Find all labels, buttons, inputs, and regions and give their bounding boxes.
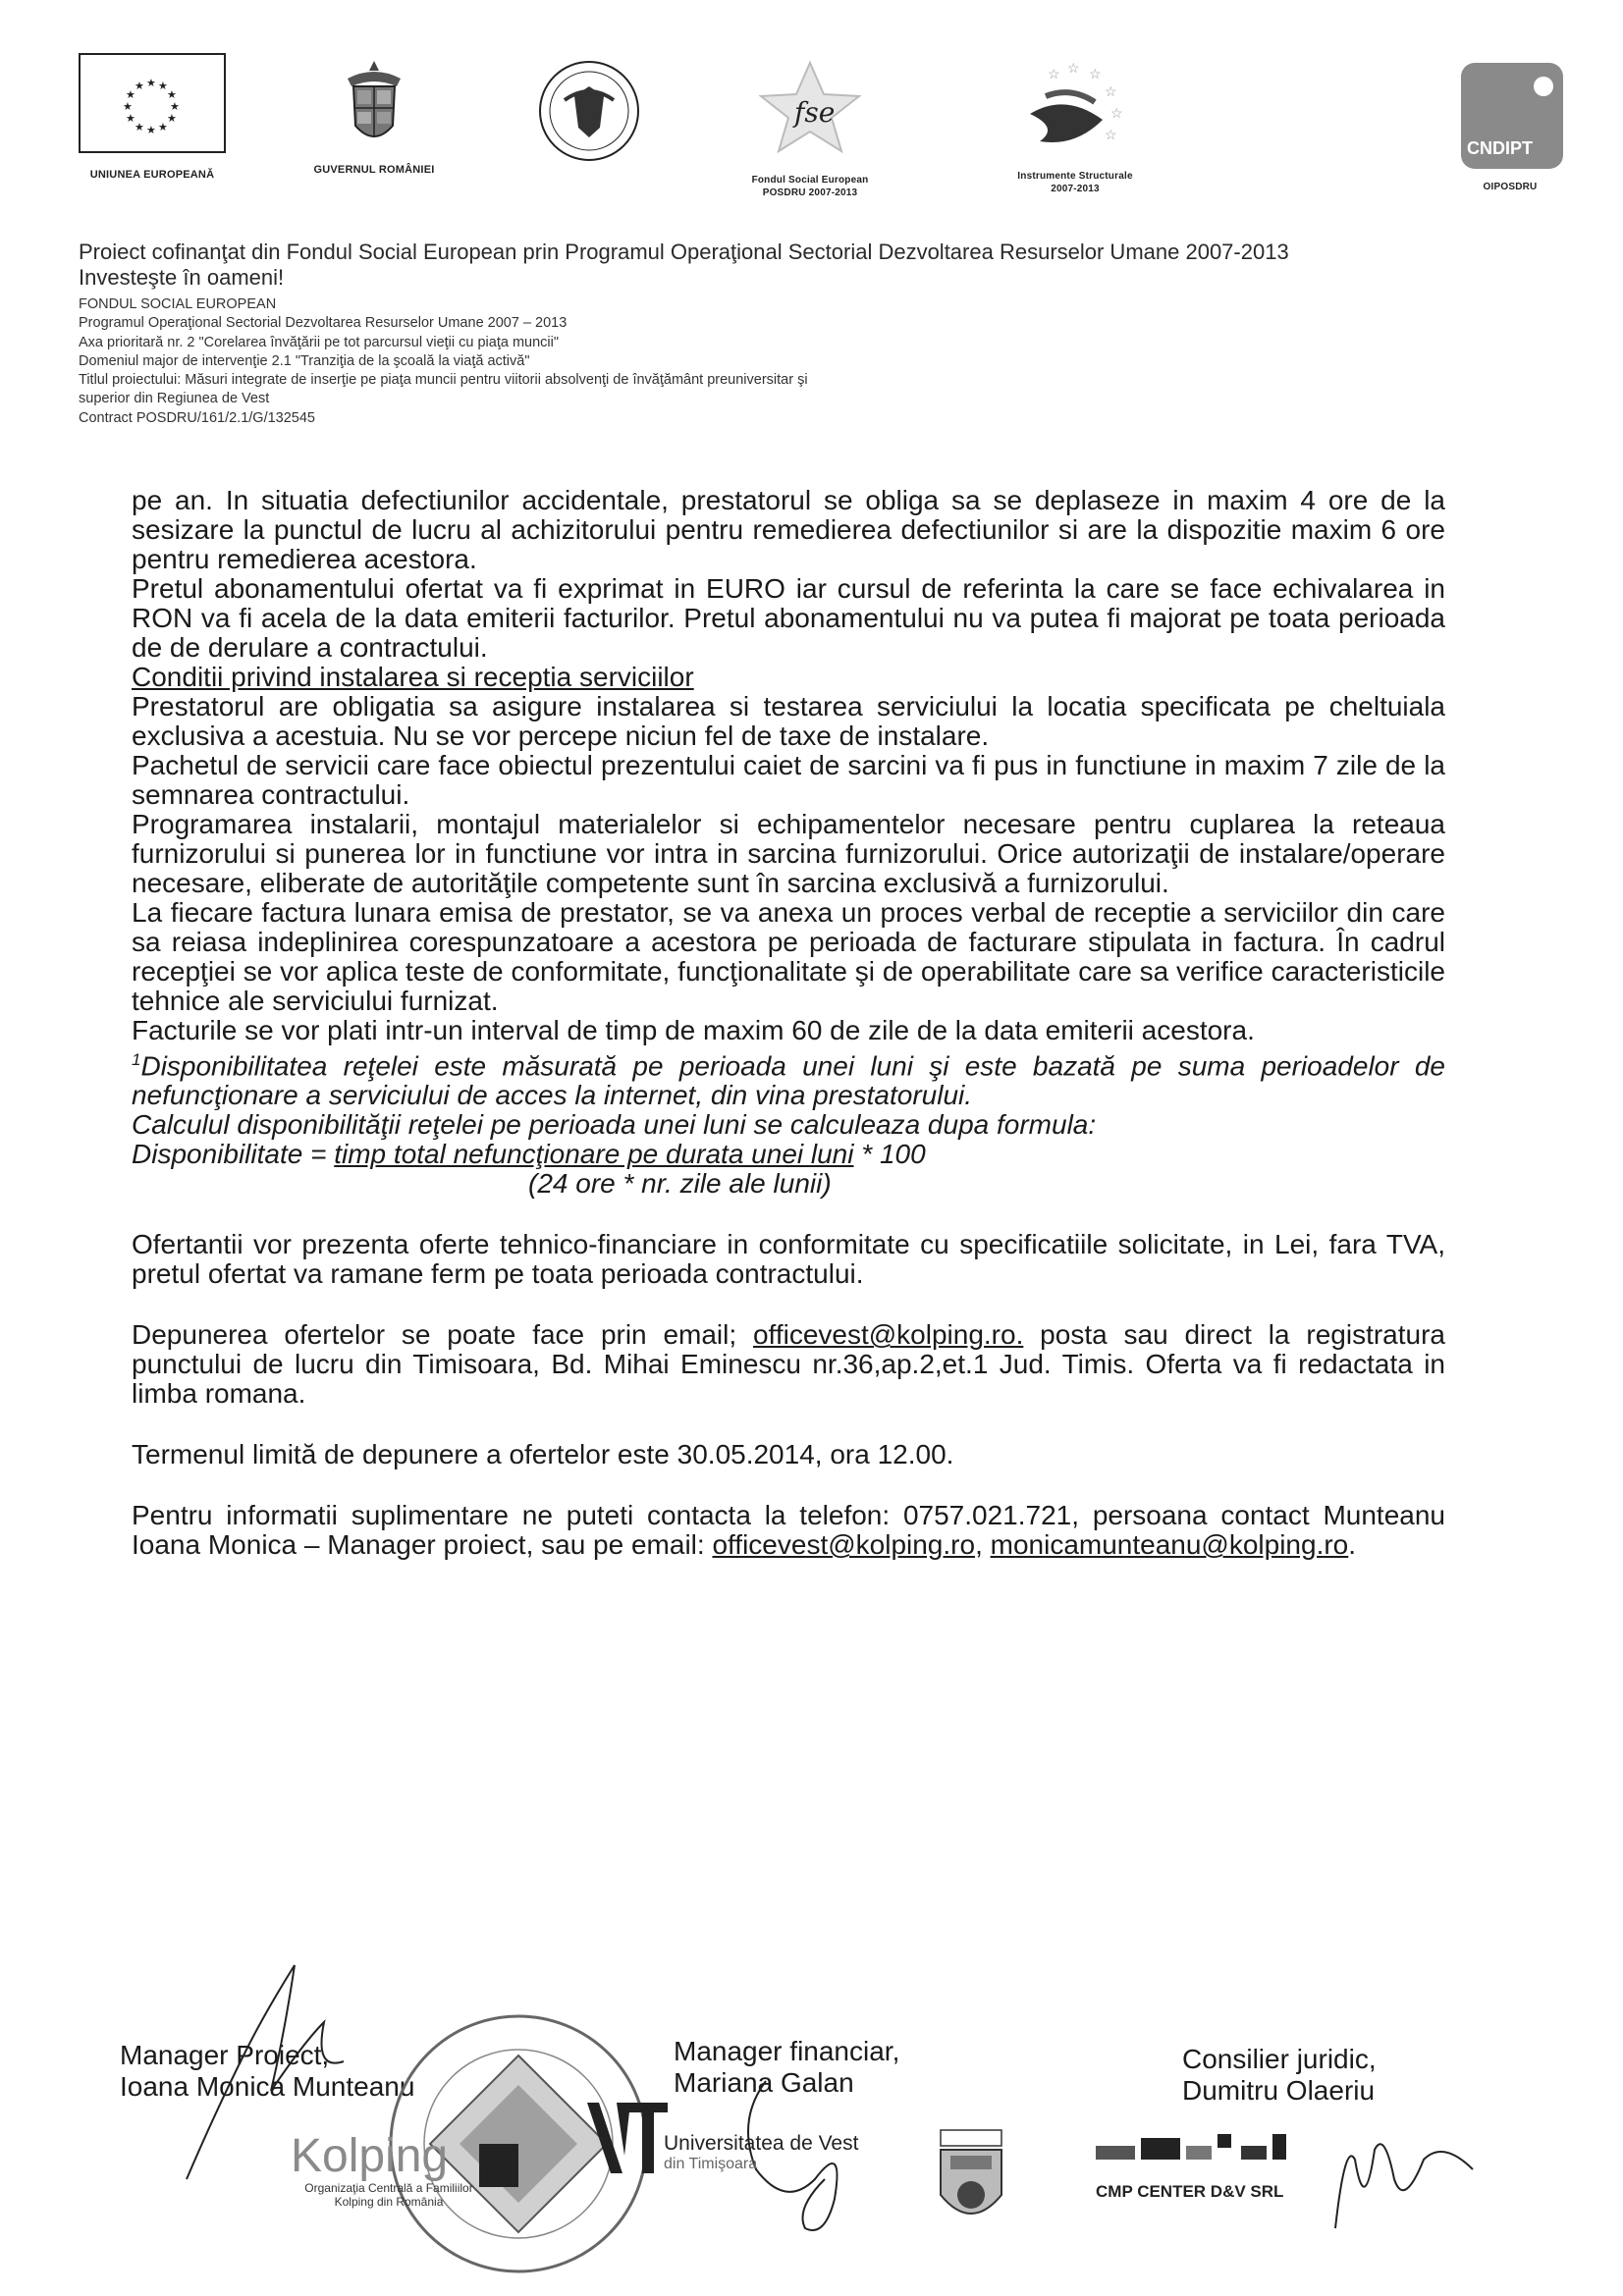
svg-text:☆: ☆ xyxy=(1110,105,1123,121)
cndipt-badge-text: CNDIPT xyxy=(1467,138,1533,158)
svg-text:★: ★ xyxy=(135,80,144,92)
svg-text:★: ★ xyxy=(123,100,133,113)
email-link[interactable]: officevest@kolping.ro xyxy=(712,1529,976,1561)
meta-line: Titlul proiectului: Măsuri integrate de inserţie pe piaţa muncii pentru viitorii absolvenţi de învăţământ preuniversitar şi xyxy=(79,372,808,389)
seal-icon xyxy=(535,57,643,165)
gov-caption: GUVERNUL ROMÂNIEI xyxy=(313,164,435,176)
svg-text:☆: ☆ xyxy=(1067,60,1080,76)
meta-line: Domeniul major de intervenţie 2.1 "Tranziţia de la şcoală la viaţă activă" xyxy=(79,352,530,369)
uvt-line-2: din Timişoara xyxy=(664,2156,758,2172)
text-run: . xyxy=(1348,1529,1357,1561)
meta-line: Contract POSDRU/161/2.1/G/132545 xyxy=(79,409,315,426)
text-run: Pentru informatii suplimentare ne puteti contacta la telefon: 0757.021.721, persoana contact Munteanu Ioana Monica – Manager proiect, sau pe email: xyxy=(132,1500,1445,1561)
formula-label: Disponibilitate = xyxy=(132,1139,335,1170)
footnote-mark: 1 xyxy=(132,1050,141,1069)
document-body xyxy=(132,486,1445,1560)
paragraph xyxy=(132,1320,1445,1409)
svg-text:★: ★ xyxy=(135,121,144,133)
gov-logo xyxy=(310,57,438,177)
paragraph: Calculul disponibilităţii reţelei pe perioada unei luni se calculeaza dupa formula: xyxy=(132,1109,1097,1141)
coat-of-arms-icon xyxy=(937,2126,1005,2234)
footnote-text: Disponibilitatea reţelei este măsurată pe perioada unei luni şi este bazată pe suma perioadelor de nefuncţionare a serviciului de acces la internet, din vina prestatorului. xyxy=(132,1050,1445,1111)
project-line-2: Investeşte în oameni! xyxy=(79,265,285,290)
svg-text:★: ★ xyxy=(146,77,156,89)
structural-instruments-icon xyxy=(1016,57,1134,165)
cmp-name: CMP CENTER D&V SRL xyxy=(1096,2182,1284,2201)
meta-line: superior din Regiunea de Vest xyxy=(79,391,270,407)
paragraph xyxy=(132,1501,1445,1560)
formula-multiplier: * 100 xyxy=(853,1139,926,1170)
email-link[interactable]: officevest@kolping.ro. xyxy=(752,1319,1024,1351)
eu-logo xyxy=(79,53,226,182)
formula-numerator: timp total nefuncţionare pe durata unei luni xyxy=(334,1139,854,1170)
paragraph: La fiecare factura lunara emisa de prestator, se va anexa un proces verbal de receptie a serviciilor din care sa reiasa indeplinirea corespunzatoare a acestora pe perioada de facturare stipulata in factura. În cadrul recepţiei se vor aplica teste de conformitate, funcţionalitate şi de operabilitate care sa verifice caracteristicile tehnice ale serviciului furnizat. xyxy=(132,897,1445,1016)
meta-line: FONDUL SOCIAL EUROPEAN xyxy=(79,296,277,312)
paragraph: pe an. In situatia defectiunilor accidentale, prestatorul se obliga sa se deplaseze in maxim 4 ore de la sesizare la punctul de lucru al achizitorului pentru remedierea defectiunilor si are la dispozitie maxim 6 ore pentru remedierea acestora. xyxy=(132,485,1445,574)
fse-logo xyxy=(717,57,903,199)
formula-denominator: (24 ore * nr. zile ale lunii) xyxy=(528,1168,832,1200)
project-meta xyxy=(79,295,808,428)
city-coat-of-arms xyxy=(937,2126,1005,2239)
svg-text:★: ★ xyxy=(158,80,168,92)
cndipt-badge xyxy=(1461,63,1563,169)
svg-text:★: ★ xyxy=(167,112,177,125)
is-caption-1: Instrumente Structurale xyxy=(1017,171,1133,182)
email-link[interactable]: monicamunteanu@kolping.ro xyxy=(990,1529,1349,1561)
signature-title: Manager financiar, xyxy=(674,2036,900,2066)
text-run: Depunerea ofertelor se poate face prin email; xyxy=(132,1319,753,1351)
uvt-mark-icon xyxy=(581,2097,672,2179)
signature-title: Manager Proiect, xyxy=(120,2040,330,2070)
cmp-center-logo xyxy=(1096,2130,1331,2202)
kolping-sub-2: Kolping din România xyxy=(334,2195,444,2209)
fse-mark: fse xyxy=(794,96,836,129)
paragraph: Termenul limită de depunere a ofertelor este 30.05.2014, ora 12.00. xyxy=(132,1439,954,1470)
svg-text:★: ★ xyxy=(170,100,180,113)
cndipt-dot-icon xyxy=(1534,77,1553,96)
kolping-sub-1: Organizaţia Centrală a Familiilor xyxy=(304,2181,473,2195)
svg-text:☆: ☆ xyxy=(1105,83,1117,99)
signature-name: Dumitru Olaeriu xyxy=(1182,2075,1376,2106)
instrumente-structurale-logo xyxy=(987,57,1163,195)
text-run: posta sau direct la registratura punctului de lucru din Timisoara, Bd. Mihai Eminescu nr.36,ap.2,et.1 Jud. Timis. Oferta va fi redactata in limba romana. xyxy=(132,1319,1445,1410)
cmp-blocks-icon xyxy=(1096,2130,1312,2169)
paragraph: Programarea instalarii, montajul materialelor si echipamentelor necesare pentru cuplarea la reteaua furnizorului si punerea lor in functiune vor intra in sarcina furnizorului. Orice autorizaţii de instalare/operare necesare, eliberate de autorităţile competente sunt în sarcina exclusivă a furnizorului. xyxy=(132,809,1445,898)
svg-text:☆: ☆ xyxy=(1105,127,1117,142)
section-heading: Conditii privind instalarea si receptia serviciilor xyxy=(132,662,694,692)
national-seal-logo xyxy=(535,57,643,170)
handwritten-signature-3-icon xyxy=(1325,2120,1483,2238)
svg-text:★: ★ xyxy=(158,121,168,133)
svg-text:☆: ☆ xyxy=(1048,66,1060,81)
svg-text:★: ★ xyxy=(146,124,156,136)
svg-text:★: ★ xyxy=(126,88,135,101)
svg-text:☆: ☆ xyxy=(1089,66,1102,81)
paragraph: Prestatorul are obligatia sa asigure instalarea si testarea serviciului la locatia specificata pe cheltuiala exclusiva a acestuia. Nu se vor percepe niciun fel de taxe de instalare. xyxy=(132,691,1445,751)
fse-star-icon xyxy=(751,57,869,155)
eu-caption: UNIUNEA EUROPEANĂ xyxy=(89,169,215,181)
footnote-paragraph xyxy=(132,1045,1445,1110)
paragraph: Facturile se vor plati intr-un interval de timp de maxim 60 de zile de la data emiterii acestora. xyxy=(132,1015,1255,1045)
signature-name: Mariana Galan xyxy=(674,2067,854,2098)
svg-text:★: ★ xyxy=(167,88,177,101)
paragraph: Pretul abonamentului ofertat va fi exprimat in EURO iar cursul de referinta la care se face echivalarea in RON va fi acela de la data emiterii facturilor. Pretul abonamentului nu va putea fi majorat pe toata perioada de de derulare a contractului. xyxy=(132,573,1445,663)
meta-line: Programul Operaţional Sectorial Dezvoltarea Resurselor Umane 2007 – 2013 xyxy=(79,315,568,332)
cndipt-logo xyxy=(1451,63,1569,193)
availability-formula xyxy=(132,1140,1445,1169)
paragraph: Pachetul de servicii care face obiectul prezentului caiet de sarcini va fi pus in functiune in maxim 7 zile de la semnarea contractului. xyxy=(132,750,1445,810)
meta-line: Axa prioritară nr. 2 "Corelarea învăţării pe tot parcursul vieţii cu piaţa muncii" xyxy=(79,334,560,350)
signature-title: Consilier juridic, xyxy=(1182,2044,1377,2074)
signature-name: Ioana Monica Munteanu xyxy=(120,2071,415,2102)
kolping-name: Kolping xyxy=(291,2130,449,2182)
signature-block-legal-advisor xyxy=(1182,2044,1377,2107)
fse-caption-1: Fondul Social European xyxy=(751,175,869,186)
project-line-1: Proiect cofinanţat din Fondul Social European prin Programul Operaţional Sectorial Dezvoltarea Resurselor Umane 2007-2013 xyxy=(79,240,1289,264)
romanian-coat-of-arms-icon xyxy=(340,57,408,155)
uvt-line-1: Universitatea de Vest xyxy=(664,2132,859,2155)
svg-text:★: ★ xyxy=(126,112,135,125)
eu-flag-icon xyxy=(79,53,226,153)
paragraph: Ofertantii vor prezenta oferte tehnico-financiare in conformitate cu specificatiile solicitate, in Lei, fara TVA, pretul ofertat va ramane ferm pe toata perioada contractului. xyxy=(132,1229,1445,1290)
kolping-k-icon xyxy=(479,2144,518,2187)
fse-caption-2: POSDRU 2007-2013 xyxy=(762,187,858,198)
is-caption-2: 2007-2013 xyxy=(1051,184,1100,194)
cndipt-caption: OIPOSDRU xyxy=(1483,182,1538,192)
text-run: , xyxy=(975,1529,991,1561)
